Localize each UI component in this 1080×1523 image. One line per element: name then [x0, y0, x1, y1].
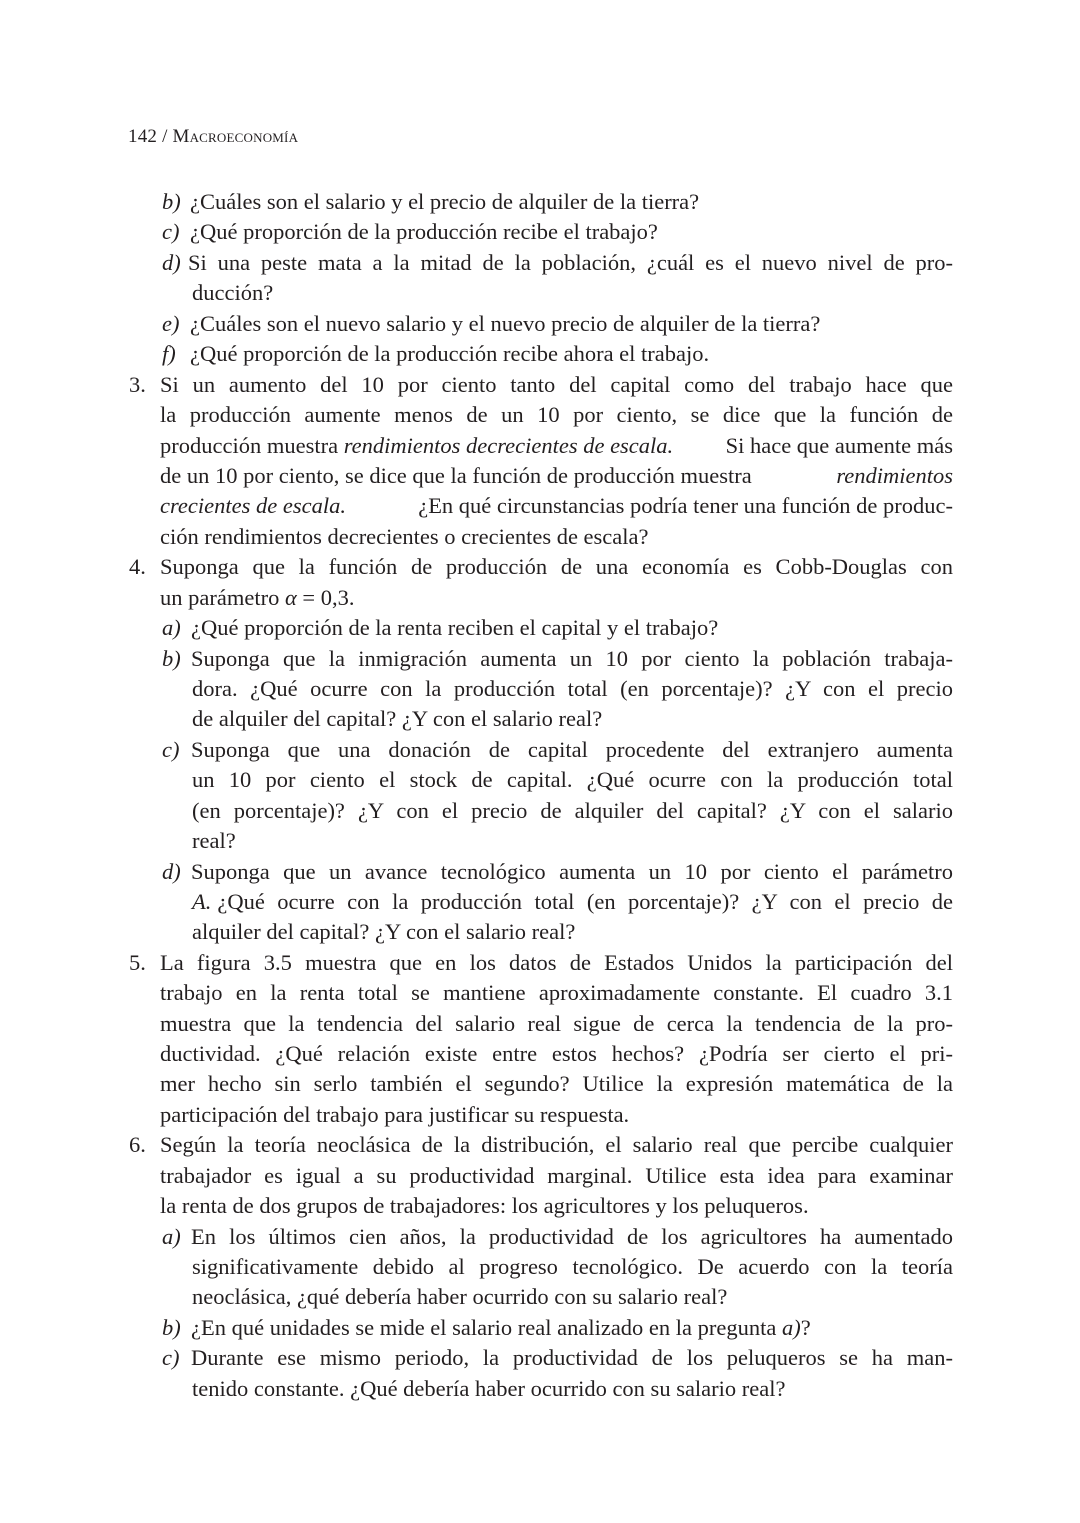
question-number: 5. [129, 950, 146, 975]
item-label: d) [162, 250, 181, 275]
running-title: Macroeconomía [172, 126, 299, 147]
item-text: Suponga que una donación de capital procedente del extranjero aumenta [191, 737, 953, 762]
text-run: ¿En qué circunstancias podría tener una función de produc- [418, 493, 953, 518]
item-text: ¿Qué proporción de la renta reciben el capital y el trabajo? [191, 615, 719, 640]
question-text-line [160, 462, 953, 490]
question-text: participación del trabajo para justificar su respuesta. [160, 1102, 630, 1127]
item-text: Suponga que un avance tecnológico aumenta un 10 por ciento el parámetro [191, 859, 953, 884]
text-run: producción muestra [160, 433, 339, 458]
question-text-line [160, 432, 953, 460]
item-label: c) [162, 219, 180, 244]
text-run: = 0,3. [302, 585, 355, 610]
question-text-line [160, 584, 354, 612]
item-label: b) [162, 1315, 181, 1340]
question-text: La figura 3.5 muestra que en los datos de Estados Unidos la participación del [160, 950, 953, 975]
item-label: b) [162, 189, 181, 214]
item-label: c) [162, 737, 180, 762]
question-text: Según la teoría neoclásica de la distribución, el salario real que percibe cualquier [160, 1132, 953, 1157]
question-text: ción rendimientos decrecientes o crecientes de escala? [160, 524, 649, 549]
item-text: ¿Qué proporción de la producción recibe el trabajo? [190, 219, 658, 244]
item-text: real? [192, 828, 236, 853]
item-text-line [191, 1314, 811, 1342]
header-separator: / [162, 126, 168, 147]
emphasis-term: crecientes de escala. [160, 493, 346, 518]
item-text: En los últimos cien años, la productividad de los agricultores ha aumentado [191, 1224, 953, 1249]
question-text: trabajador es igual a su productividad marginal. Utilice esta idea para examinar [160, 1163, 953, 1188]
question-text: Suponga que la función de producción de una economía es Cobb-Douglas con [160, 554, 953, 579]
question-text: la producción aumente menos de un 10 por ciento, se dice que la función de [160, 402, 953, 427]
item-text: ¿Cuáles son el nuevo salario y el nuevo precio de alquiler de la tierra? [190, 311, 821, 336]
parameter-A: A. [192, 889, 212, 914]
alpha-symbol: α [284, 585, 297, 610]
question-text: mer hecho sin serlo también el segundo? Utilice la expresión matemática de la [160, 1071, 953, 1096]
emphasis-term: rendimientos decrecientes de escala. [343, 433, 674, 458]
item-text: ¿Qué proporción de la producción recibe ahora el trabajo. [190, 341, 710, 366]
text-run: Si hace que aumente más [725, 433, 953, 458]
page-number: 142 [128, 126, 158, 147]
item-label: b) [162, 646, 181, 671]
question-text: ductividad. ¿Qué relación existe entre estos hechos? ¿Podría ser cierto el pri- [160, 1041, 953, 1066]
text-run: ? [800, 1315, 811, 1340]
item-text: (en porcentaje)? ¿Y con el precio de alquiler del capital? ¿Y con el salario [192, 798, 953, 823]
item-text: Durante ese mismo periodo, la productividad de los peluqueros se ha man- [191, 1345, 953, 1370]
question-text: muestra que la tendencia del salario real sigue de cerca la tendencia de la pro- [160, 1011, 953, 1036]
text-run: ¿Qué ocurre con la producción total (en porcentaje)? ¿Y con el precio de [217, 889, 953, 914]
item-text: tenido constante. ¿Qué debería haber ocurrido con su salario real? [192, 1376, 786, 1401]
item-label: c) [162, 1345, 180, 1370]
question-number: 4. [129, 554, 146, 579]
question-text-line [160, 492, 953, 520]
item-text: significativamente debido al progreso tecnológico. De acuerdo con la teoría [192, 1254, 953, 1279]
item-label: d) [162, 859, 181, 884]
item-text: ducción? [192, 280, 274, 305]
item-label: f) [162, 341, 176, 366]
emphasis-term: rendimientos [836, 463, 953, 488]
text-run: un parámetro [160, 585, 280, 610]
reference-label: a) [782, 1315, 801, 1340]
item-label: e) [162, 311, 180, 336]
item-text: ¿Cuáles son el salario y el precio de alquiler de la tierra? [190, 189, 700, 214]
item-text: dora. ¿Qué ocurre con la producción total (en porcentaje)? ¿Y con el precio [192, 676, 953, 701]
item-label: a) [162, 615, 181, 640]
item-text-line [192, 888, 953, 916]
question-number: 3. [129, 372, 146, 397]
item-text: neoclásica, ¿qué debería haber ocurrido con su salario real? [192, 1284, 728, 1309]
item-text: Suponga que la inmigración aumenta un 10 por ciento la población trabaja- [191, 646, 953, 671]
running-header [128, 126, 298, 148]
text-run: ¿En qué unidades se mide el salario real analizado en la pregunta [191, 1315, 777, 1340]
item-text: alquiler del capital? ¿Y con el salario real? [192, 919, 576, 944]
text-run: de un 10 por ciento, se dice que la función de producción muestra [160, 463, 752, 488]
item-text: Si una peste mata a la mitad de la población, ¿cuál es el nuevo nivel de pro- [188, 250, 953, 275]
question-text: trabajo en la renta total se mantiene aproximadamente constante. El cuadro 3.1 [160, 980, 953, 1005]
item-text: de alquiler del capital? ¿Y con el salario real? [192, 706, 603, 731]
item-label: a) [162, 1224, 181, 1249]
question-number: 6. [129, 1132, 146, 1157]
question-text: la renta de dos grupos de trabajadores: los agricultores y los peluqueros. [160, 1193, 809, 1218]
item-text: un 10 por ciento el stock de capital. ¿Qué ocurre con la producción total [192, 767, 953, 792]
question-text: Si un aumento del 10 por ciento tanto del capital como del trabajo hace que [160, 372, 953, 397]
